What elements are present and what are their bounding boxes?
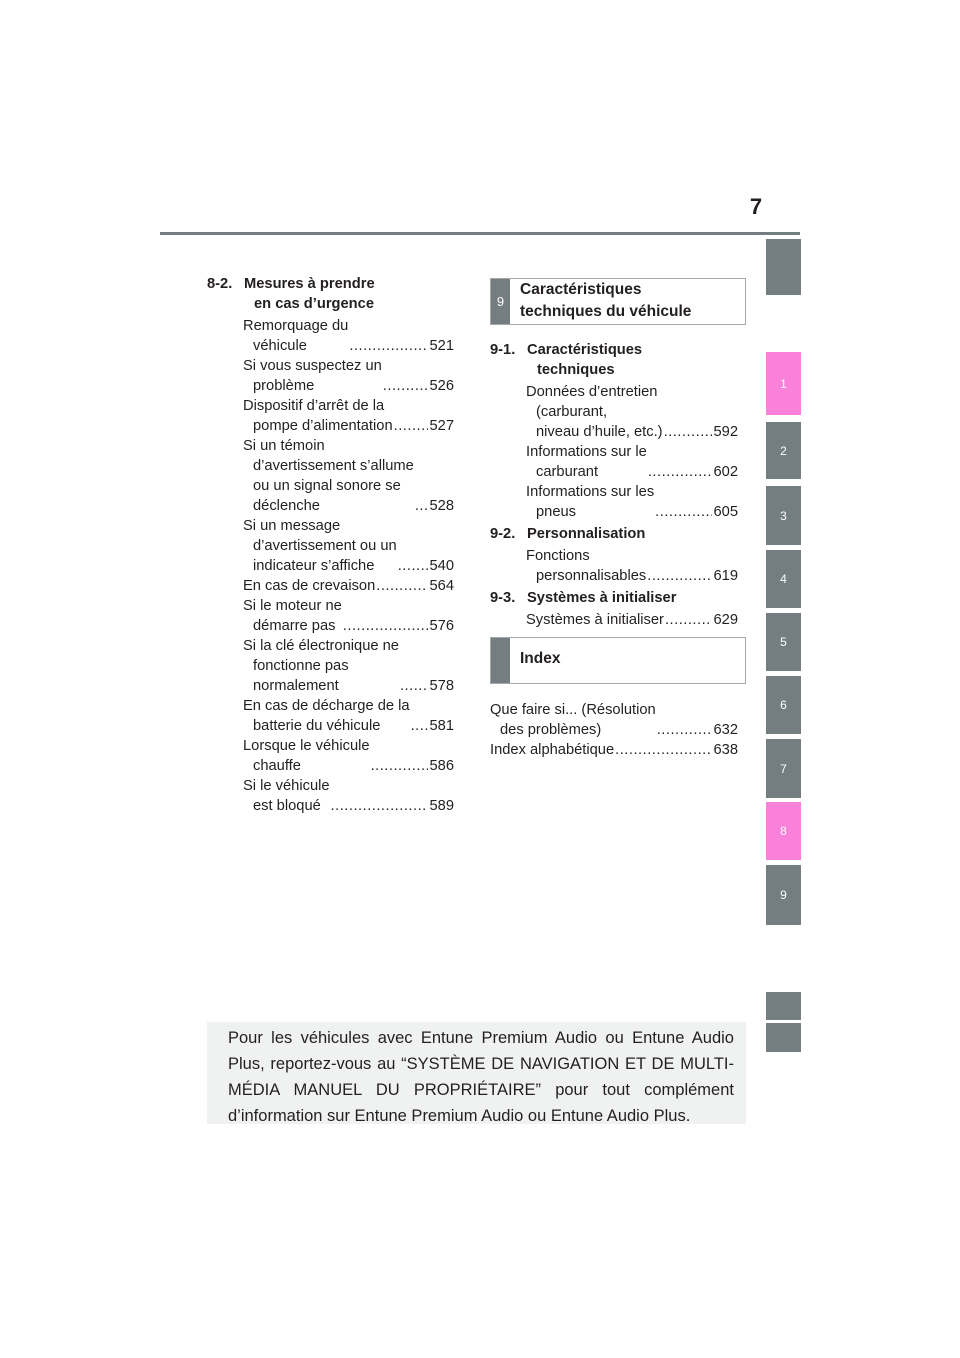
toc-entry-line: ou un signal sonore se <box>253 478 401 494</box>
toc-entry-line: En cas de crevaison <box>243 578 376 594</box>
toc-entry[interactable] <box>243 776 454 816</box>
toc-entry[interactable] <box>490 740 738 760</box>
toc-entry-title <box>243 776 330 816</box>
page-number: 7 <box>749 194 763 219</box>
toc-leader-dots <box>376 576 428 596</box>
chapter-number-bar: 9 <box>491 279 510 324</box>
chapter-tab-7[interactable]: 7 <box>766 739 801 798</box>
toc-entry-title <box>243 596 342 636</box>
section-title: Systèmes à initialiser <box>527 590 677 606</box>
toc-page-number: 521 <box>429 338 454 354</box>
toc-leader-dots <box>400 676 429 696</box>
chapter-title <box>520 279 691 323</box>
toc-entry[interactable] <box>526 442 738 482</box>
section-title <box>244 274 454 314</box>
toc-entry-title <box>243 696 410 736</box>
toc-column-right <box>490 340 738 632</box>
toc-page-number: 605 <box>713 504 738 520</box>
toc-entry[interactable] <box>243 356 454 396</box>
toc-entry-line: chauffe <box>253 758 301 774</box>
toc-page-number: 564 <box>429 578 454 594</box>
toc-entry[interactable] <box>243 696 454 736</box>
toc-entry-line: d’avertissement s’allume <box>253 458 414 474</box>
section-entries <box>490 382 738 522</box>
toc-entry-line: problème <box>253 378 315 394</box>
toc-entry[interactable] <box>243 636 454 696</box>
chapter-tab-9[interactable]: 9 <box>766 865 801 925</box>
chapter-tab-6[interactable]: 6 <box>766 676 801 734</box>
toc-leader-dots <box>655 502 712 522</box>
toc-entry-line: Dispositif d’arrêt de la <box>243 398 385 414</box>
section-entries <box>207 316 454 816</box>
toc-page-number: 619 <box>713 568 738 584</box>
section-entries <box>490 546 738 586</box>
toc-column-left <box>207 274 454 818</box>
section-title-line: Mesures à prendre <box>244 276 375 292</box>
toc-entry-line: Si la clé électronique ne <box>243 638 399 654</box>
section-title-line: en cas d’urgence <box>254 296 374 312</box>
toc-leader-dots <box>371 756 429 776</box>
toc-page-number: 528 <box>429 498 454 514</box>
toc-page-number: 578 <box>429 678 454 694</box>
toc-entry-line: d’avertissement ou un <box>253 538 397 554</box>
toc-page-number: 589 <box>429 798 454 814</box>
toc-entry-line: niveau d’huile, etc.) <box>536 424 663 440</box>
toc-leader-dots <box>665 610 713 630</box>
toc-entry-title <box>243 396 393 436</box>
toc-entry-title <box>243 316 348 356</box>
toc-entry[interactable] <box>243 736 454 776</box>
chapter-9-heading-box[interactable] <box>490 278 746 325</box>
toc-page-number: 526 <box>429 378 454 394</box>
section-title <box>527 340 738 380</box>
toc-entry[interactable] <box>243 316 454 356</box>
toc-entry-line: Index alphabétique <box>490 742 615 758</box>
toc-leader-dots <box>398 556 429 576</box>
toc-entry-title <box>243 516 397 576</box>
toc-leader-dots <box>383 376 429 396</box>
notice-box: Pour les véhicules avec Entune Premium Audio ou Entune Audio Plus, reportez-vous au “SYSTÈME DE NAVIGATION ET DE MULTI-MÉDIA MANUEL DU PROPRIÉTAIRE” pour tout complément d’information sur Entune Premium Audio ou Entune Audio Plus. <box>207 1022 746 1124</box>
chapter-tab-index-a[interactable] <box>766 992 801 1020</box>
toc-entry-line: Lorsque le véhicule <box>243 738 370 754</box>
toc-entry-line: Informations sur les <box>526 484 655 500</box>
toc-entry-line: normalement <box>253 678 339 694</box>
toc-leader-dots <box>394 416 429 436</box>
toc-entry[interactable] <box>490 700 738 740</box>
toc-entry-line: Si vous suspectez un <box>243 358 382 374</box>
toc-leader-dots <box>615 740 712 760</box>
section-heading-9-2[interactable] <box>490 524 738 544</box>
toc-entry[interactable] <box>243 396 454 436</box>
toc-page-number: 602 <box>713 464 738 480</box>
toc-entry[interactable] <box>526 610 738 630</box>
toc-entry-line: est bloqué <box>253 798 321 814</box>
chapter-tab-2[interactable]: 2 <box>766 422 801 479</box>
toc-page-number: 581 <box>429 718 454 734</box>
toc-entry-title <box>490 700 656 740</box>
toc-page-number: 586 <box>429 758 454 774</box>
toc-leader-dots <box>343 616 429 636</box>
toc-leader-dots <box>647 566 712 586</box>
toc-entry-line: Données d’entretien <box>526 384 658 400</box>
toc-entry-line: Informations sur le <box>526 444 647 460</box>
toc-entry-line: démarre pas <box>253 618 336 634</box>
toc-entry-title <box>243 636 399 696</box>
toc-entry[interactable] <box>243 576 454 596</box>
chapter-title-line: Caractéristiques <box>520 281 642 298</box>
toc-entry-title <box>526 610 664 630</box>
toc-entry-line: Fonctions <box>526 548 590 564</box>
toc-page-number: 629 <box>713 612 738 628</box>
toc-entry-line: indicateur s’affiche <box>253 558 375 574</box>
section-number: 9-2. <box>490 526 516 542</box>
toc-entry-line: carburant <box>536 464 599 480</box>
toc-entry-line: Si le moteur ne <box>243 598 342 614</box>
index-entries <box>490 700 738 760</box>
section-number: 9-3. <box>490 590 516 606</box>
toc-leader-dots <box>648 462 713 482</box>
chapter-tab-8[interactable]: 8 <box>766 802 801 860</box>
section-heading-9-1[interactable] <box>490 340 738 380</box>
section-number: 8-2. <box>207 276 233 292</box>
chapter-tab-index-b[interactable] <box>766 1023 801 1052</box>
toc-entry[interactable] <box>243 516 454 576</box>
toc-entry-line: personnalisables <box>536 568 647 584</box>
toc-entry-line: pneus <box>536 504 577 520</box>
chapter-tab-4[interactable]: 4 <box>766 550 801 608</box>
section-entries <box>490 610 738 630</box>
section-title-line: techniques <box>537 362 615 378</box>
index-heading-box[interactable] <box>490 637 746 684</box>
section-heading-8-2[interactable] <box>207 274 454 314</box>
section-number: 9-1. <box>490 342 516 358</box>
toc-entry-title <box>526 482 654 522</box>
toc-entry-line: (carburant, <box>536 404 608 420</box>
toc-leader-dots <box>331 796 429 816</box>
toc-entry-line: Si le véhicule <box>243 778 330 794</box>
toc-entry-title <box>243 356 382 396</box>
section-title-line: Caractéristiques <box>527 342 643 358</box>
toc-entry-line: pompe d’alimentation <box>253 418 393 434</box>
toc-entry-line: Systèmes à initialiser <box>526 612 664 628</box>
toc-leader-dots <box>657 720 713 740</box>
toc-entry-title <box>526 442 647 482</box>
toc-entry-title <box>526 382 663 442</box>
toc-entry-title <box>243 436 414 516</box>
chapter-tab-3[interactable]: 3 <box>766 486 801 545</box>
section-heading-9-3[interactable] <box>490 588 738 608</box>
toc-entry-line: En cas de décharge de la <box>243 698 410 714</box>
toc-leader-dots <box>664 422 713 442</box>
toc-leader-dots <box>349 336 428 356</box>
toc-entry-line: Si un témoin <box>243 438 325 454</box>
toc-page-number: 540 <box>429 558 454 574</box>
section-title: Personnalisation <box>527 526 646 542</box>
toc-entry-title <box>243 736 370 776</box>
toc-page-number: 576 <box>429 618 454 634</box>
toc-entry-title <box>243 576 375 596</box>
toc-page-number: 592 <box>713 424 738 440</box>
toc-page-number: 638 <box>713 742 738 758</box>
toc-entry-line: véhicule <box>253 338 307 354</box>
toc-entry[interactable] <box>526 546 738 586</box>
chapter-number-bar <box>491 638 510 683</box>
toc-entry[interactable] <box>243 436 454 516</box>
toc-entry[interactable] <box>526 482 738 522</box>
toc-entry-title <box>490 740 614 760</box>
chapter-title: Index <box>520 650 561 667</box>
toc-entry-title <box>526 546 646 586</box>
toc-entry-line: fonctionne pas <box>253 658 349 674</box>
toc-entry-line: Si un message <box>243 518 341 534</box>
toc-entry-line: Remorquage du <box>243 318 349 334</box>
toc-page-number: 632 <box>713 722 738 738</box>
toc-entry-line: Que faire si... (Résolution <box>490 702 656 718</box>
header-rule <box>160 232 800 235</box>
toc-entry-line: des problèmes) <box>500 722 602 738</box>
toc-page-number: 527 <box>429 418 454 434</box>
chapter-title-line: techniques du véhicule <box>520 303 692 320</box>
chapter-tab-top[interactable] <box>766 239 801 295</box>
toc-entry-line: batterie du véhicule <box>253 718 381 734</box>
toc-leader-dots <box>411 716 429 736</box>
toc-entry[interactable] <box>526 382 738 442</box>
toc-leader-dots <box>415 496 429 516</box>
chapter-tab-1[interactable]: 1 <box>766 352 801 415</box>
toc-entry-line: déclenche <box>253 498 320 514</box>
toc-entry[interactable] <box>243 596 454 636</box>
chapter-tab-5[interactable]: 5 <box>766 613 801 671</box>
